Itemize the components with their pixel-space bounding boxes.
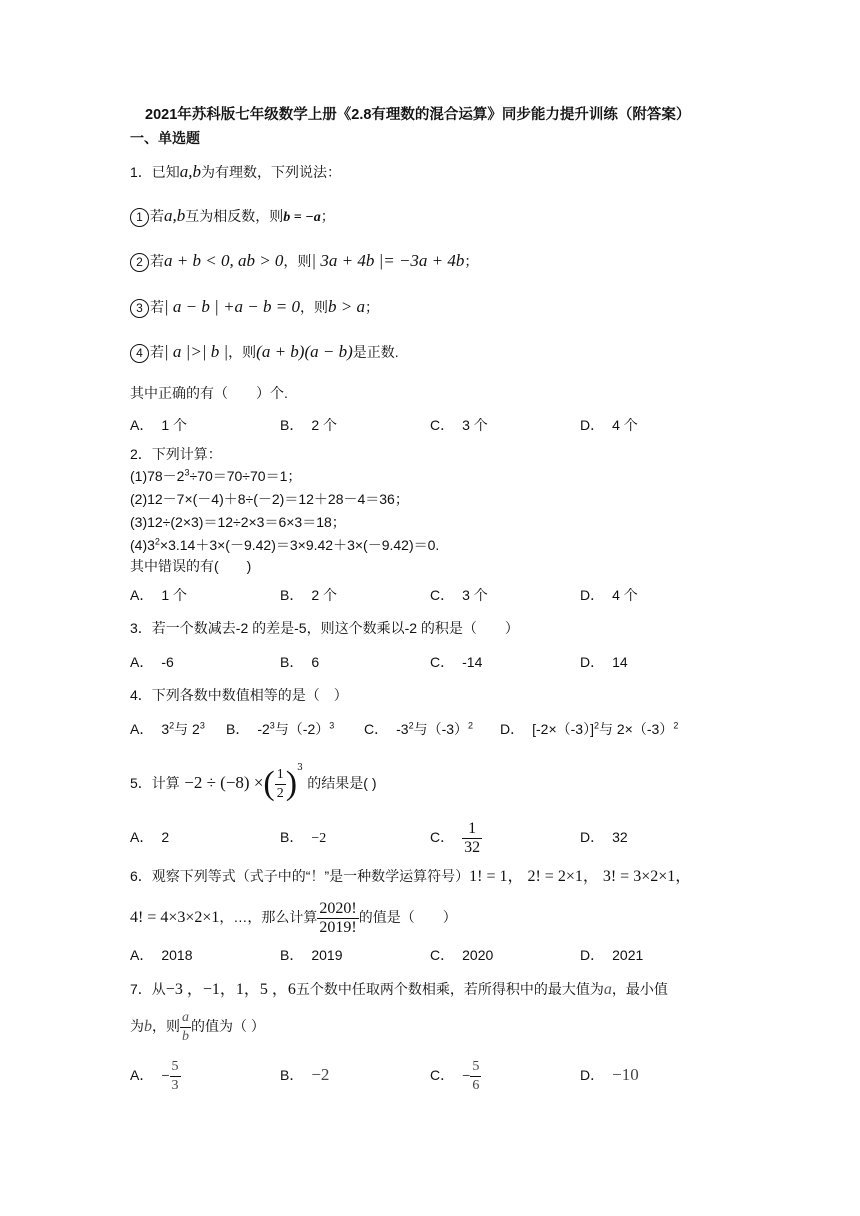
question-6-option-d[interactable]: D． 2021 (580, 947, 644, 963)
circled-number-2: 2 (130, 253, 149, 272)
question-2-option-a[interactable]: A． 1 个 (130, 587, 188, 603)
question-1-option-b[interactable]: B． 2 个 (280, 417, 338, 433)
question-2-line-1: $(1)78-2^3\div 70=70\div 70=1$； (130, 467, 302, 484)
fraction-one-half: $\frac{1}{2}$ (276, 766, 284, 801)
document-title: 2021年苏科版七年级数学上册《2.8有理数的混合运算》同步能力提升训练（附答案） (145, 107, 691, 123)
question-5-option-d[interactable]: D． 32 (580, 829, 628, 845)
question-1-option-d[interactable]: D． 4 个 (580, 417, 638, 433)
fraction-five-thirds: $\frac{5}{3}$ (171, 1058, 179, 1093)
fraction-five-sixths: $\frac{5}{6}$ (472, 1058, 480, 1093)
circled-number-3: 3 (130, 299, 149, 318)
circled-number-4: 4 (130, 344, 149, 363)
question-7-line-2: 为b，则 $\frac{a}{b}$ 的值为（ ） (130, 1009, 265, 1044)
question-7-option-a[interactable]: A． − $\frac{5}{3}$ (130, 1058, 179, 1093)
question-6-option-a[interactable]: A． 2018 (130, 947, 193, 963)
question-2-line-2: (2)12－7×(－4)＋8÷(－2)＝12＋28－4＝36； (130, 491, 409, 507)
fraction-2020-over-2019: $\frac{2020!}{2019!}$ (319, 899, 357, 936)
question-6-option-c[interactable]: C． 2020 (430, 947, 494, 963)
question-7-line-1: 7．从−3 ，−1，1，5 ，6五个数中任取两个数相乘，若所得积中的最大值为a，最小值 (130, 981, 668, 998)
question-3-option-c[interactable]: C． -14 (430, 654, 483, 670)
question-4-option-a[interactable]: A． $3^2$与 $2^3$ (130, 720, 205, 737)
question-5-stem: 5．计算 −2 ÷ (−8) ×( $\frac{1}{2}$ )$^3$ 的结果是( ) (130, 763, 377, 802)
question-1-statement-1: 1 若a,b互为相反数，则b = −a； (130, 206, 335, 228)
question-5-option-b[interactable]: B． −2 (280, 829, 327, 846)
question-3-option-d[interactable]: D． 14 (580, 654, 628, 670)
question-5-option-c[interactable]: C． $\frac{1}{32}$ (430, 819, 481, 856)
question-2-tail: 其中错误的有( ) (130, 558, 252, 574)
question-1-statement-3: 3 若| a − b | +a − b = 0，则b > a； (130, 297, 379, 318)
question-2-option-c[interactable]: C． 3 个 (430, 587, 488, 603)
question-4-stem: 4．下列各数中数值相等的是（ ） (130, 687, 348, 703)
question-3-option-a[interactable]: A． -6 (130, 654, 174, 670)
question-2-line-3: (3)12÷(2×3)＝12÷2×3＝6×3＝18； (130, 514, 346, 530)
question-3-option-b[interactable]: B． 6 (280, 654, 320, 670)
question-6-line-1: 6．观察下列等式（式子中的“！”是一种数学运算符号）1! = 1， 2! = 2×1， 3! = 3×2×1， (130, 868, 692, 885)
question-2-option-b[interactable]: B． 2 个 (280, 587, 338, 603)
question-2-line-4: $(4)3^2\times 3.14+3\times(-9.42)=3\times 9.42+3\times(-9.42)=0$. (130, 536, 440, 553)
question-6-line-2: 4! = 4×3×2×1，…，那么计算 $\frac{2020!}{2019!}$ 的值是（ ） (130, 899, 457, 936)
question-1-stem: 1．已知a,b为有理数，下列说法： (130, 162, 342, 181)
question-1-tail: 其中正确的有（ ）个. (130, 385, 288, 401)
question-7-option-d[interactable]: D． −10 (580, 1065, 639, 1084)
question-2-option-d[interactable]: D． 4 个 (580, 587, 638, 603)
question-4-option-d[interactable]: D． $[-2\times(-3)]^2$与 $2\times(-3)^2$ (500, 720, 679, 737)
question-4-option-c[interactable]: C． $-3^2$与$(-3)^2$ (364, 720, 474, 737)
circled-number-1: 1 (130, 208, 149, 227)
question-5-option-a[interactable]: A． 2 (130, 829, 170, 845)
question-7-option-c[interactable]: C． − $\frac{5}{6}$ (430, 1058, 480, 1093)
question-7-option-b[interactable]: B． −2 (280, 1065, 330, 1084)
question-3-stem: 3．若一个数减去-2 的差是-5，则这个数乘以-2 的积是（ ） (130, 620, 519, 636)
question-1-option-c[interactable]: C． 3 个 (430, 417, 488, 433)
section-heading: 一、单选题 (130, 130, 200, 146)
question-1-statement-2: 2 若a + b < 0, ab > 0，则| 3a + 4b |= −3a + 4b； (130, 251, 478, 272)
question-1-statement-4: 4 若| a |>| b |，则(a + b)(a − b)是正数. (130, 342, 399, 363)
fraction-a-over-b: $\frac{a}{b}$ (182, 1009, 189, 1044)
question-1-option-a[interactable]: A． 1 个 (130, 417, 188, 433)
question-4-option-b[interactable]: B． $-2^3$与$(-2)^3$ (226, 720, 335, 737)
fraction-one-thirty-second: $\frac{1}{32}$ (464, 819, 481, 856)
question-6-option-b[interactable]: B． 2019 (280, 947, 343, 963)
question-2-stem: 2．下列计算： (130, 446, 222, 462)
